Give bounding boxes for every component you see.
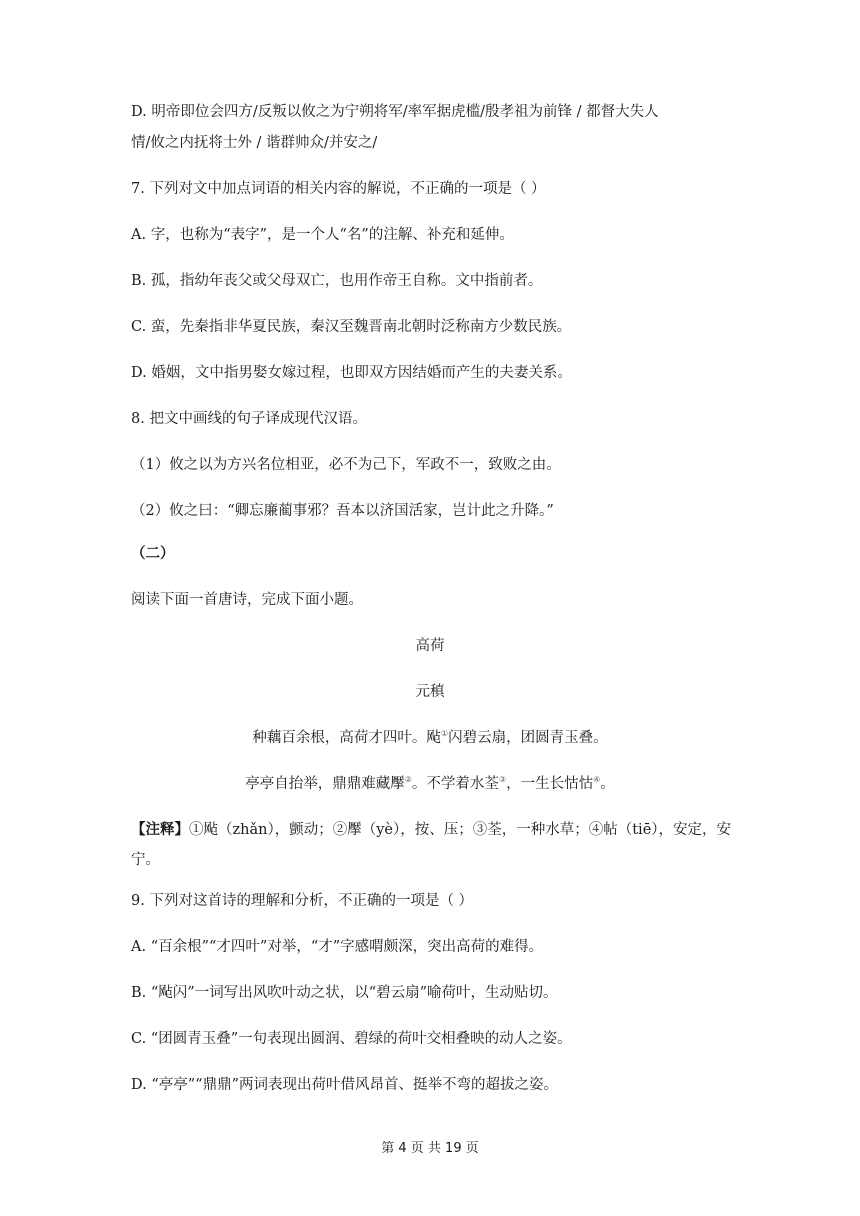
q7-option-c: C. 蛮，先秦指非华夏民族，秦汉至魏晋南北朝时泛称南方少数民族。 <box>131 319 572 335</box>
poem-line-1: 种藕百余根，高荷才四叶。飐①闪碧云扇，团圆青玉叠。 <box>252 729 608 746</box>
q9-option-d: D. “亭亭”“鼎鼎”两词表现出荷叶借风昂首、挺举不弯的超拔之姿。 <box>131 1077 558 1093</box>
q9-option-a: A. “百余根”“才四叶”对举，“才”字感喟颇深，突出高荷的难得。 <box>131 939 544 955</box>
notes-text: ①飐（zhǎn），颤动；②擪（yè），按、压；③荃，一种水草；④帖（tiē），安定，安宁。 <box>131 822 732 868</box>
q8-stem: 8. 把文中画线的句子译成现代汉语。 <box>131 411 367 427</box>
poem-author: 元稹 <box>415 684 445 700</box>
q7-option-a: A. 字，也称为“表字”，是一个人“名”的注解、补充和延伸。 <box>131 227 514 243</box>
q8-sentence-2: （2）攸之曰：“卿忘廉蔺事邪？吾本以济国活家，岂计此之升降。” <box>131 503 554 519</box>
q9-stem: 9. 下列对这首诗的理解和分析，不正确的一项是（ ） <box>131 893 474 909</box>
page-footer: 第 4 页 共 19 页 <box>381 1141 479 1156</box>
q7-option-d: D. 婚姻，文中指男娶女嫁过程，也即双方因结婚而产生的夫妻关系。 <box>131 365 572 381</box>
notes-label: 【注释】 <box>131 821 189 838</box>
note-marker: ② <box>404 775 412 785</box>
q7-stem: 7. 下列对文中加点词语的相关内容的解说，不正确的一项是（ ） <box>131 181 546 197</box>
poem-line-2: 亭亭自抬举，鼎鼎难藏擪②。不学着水荃③，一生长怙怙④。 <box>245 775 615 792</box>
note-marker: ④ <box>593 775 601 785</box>
note-marker: ① <box>440 729 449 739</box>
q6-option-d-line1: D. 明帝即位会四方/反叛以攸之为宁朔将军/率军据虎槛/殷孝祖为前锋 / 都督大失人 <box>131 104 659 120</box>
note-marker: ③ <box>498 775 507 785</box>
reading-intro: 阅读下面一首唐诗，完成下面小题。 <box>131 592 363 608</box>
q6-option-d-line2: 情/攸之内抚将士外 / 谐群帅众/并安之/ <box>131 135 378 151</box>
q9-option-b: B. “飐闪”一词写出风吹叶动之状，以“碧云扇”喻荷叶，生动贴切。 <box>131 985 558 1001</box>
q9-option-c: C. “团圆青玉叠”一句表现出圆润、碧绿的荷叶交相叠映的动人之姿。 <box>131 1031 572 1047</box>
q7-option-b: B. 孤，指幼年丧父或父母双亡，也用作帝王自称。文中指前者。 <box>131 273 543 289</box>
poem-title: 高荷 <box>415 638 445 654</box>
poem-notes <box>131 815 740 875</box>
section-heading: （二） <box>131 545 175 562</box>
q8-sentence-1: （1）攸之以为方兴名位相亚，必不为己下，军政不一，致败之由。 <box>131 457 561 473</box>
